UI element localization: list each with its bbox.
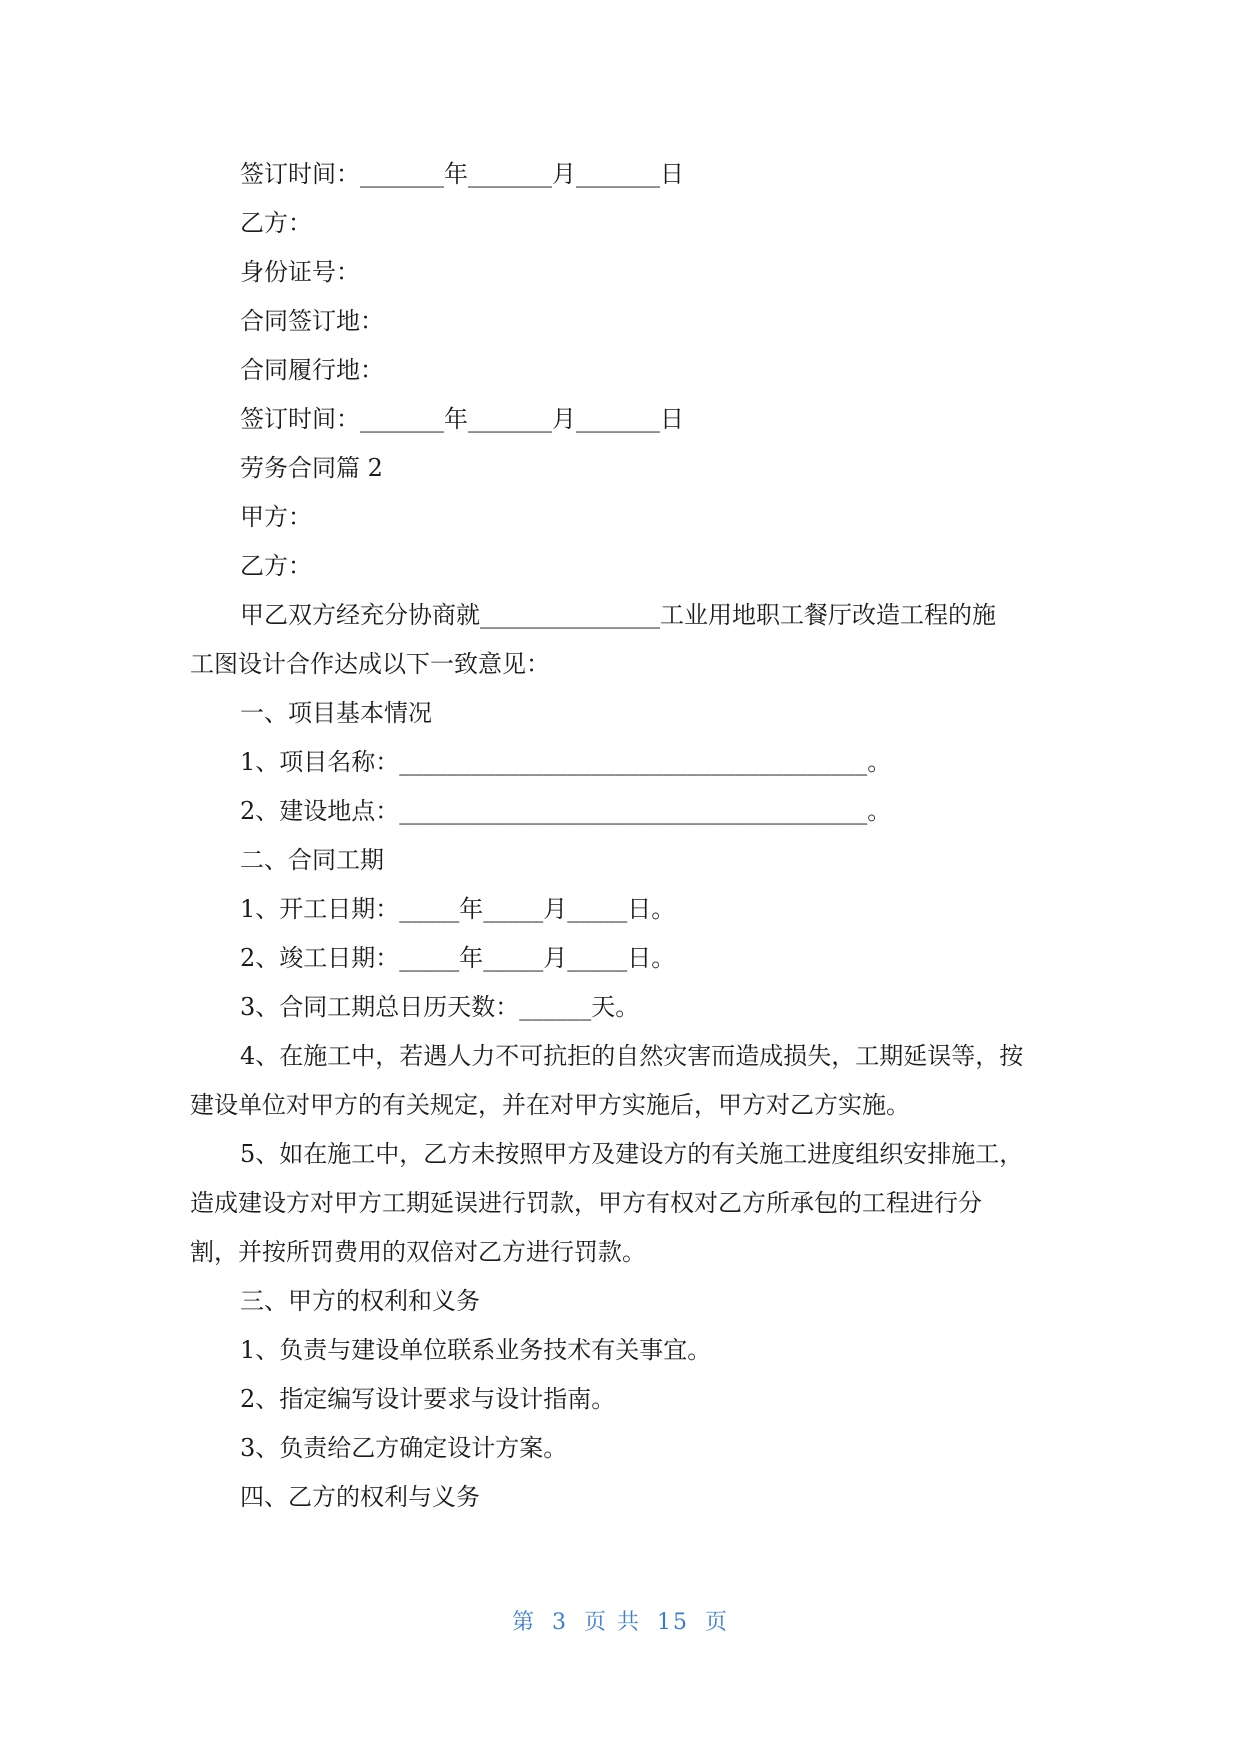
- footer-current-page: 3: [552, 1610, 568, 1635]
- heading-party-a-rights: 三、甲方的权利和义务: [240, 1287, 480, 1315]
- party-a-item-1: 1、负责与建设单位联系业务技术有关事宜。: [240, 1336, 712, 1364]
- intro-paragraph-line-2: 工图设计合作达成以下一致意见：: [190, 650, 550, 678]
- clause-5-line-3: 割，并按所罚费用的双倍对乙方进行罚款。: [190, 1238, 646, 1266]
- heading-party-b-rights: 四、乙方的权利与义务: [240, 1483, 480, 1511]
- total-days-field: 3、合同工期总日历天数：______天。: [240, 993, 640, 1021]
- contract-sign-place-label: 合同签订地：: [240, 307, 384, 335]
- party-a-item-3: 3、负责给乙方确定设计方案。: [240, 1434, 568, 1462]
- party-b-label: 乙方：: [240, 209, 312, 237]
- footer-total-pages: 15: [657, 1610, 689, 1635]
- footer-prefix: 第: [511, 1610, 536, 1635]
- completion-date-field: 2、竣工日期：_____年_____月_____日。: [240, 944, 676, 972]
- clause-5-line-2: 造成建设方对甲方工期延误进行罚款，甲方有权对乙方所承包的工程进行分: [190, 1189, 982, 1217]
- id-number-label: 身份证号：: [240, 258, 360, 286]
- intro-paragraph-line-1: 甲乙双方经充分协商就_______________工业用地职工餐厅改造工程的施: [240, 601, 996, 629]
- footer-middle: 页 共: [584, 1610, 641, 1635]
- section-title-contract-2: 劳务合同篇 2: [240, 454, 383, 482]
- page-footer: [0, 1605, 1241, 1636]
- document-body: [190, 150, 1070, 1522]
- party-a-label: 甲方：: [240, 503, 312, 531]
- footer-suffix: 页: [705, 1610, 730, 1635]
- heading-contract-period: 二、合同工期: [240, 846, 384, 874]
- start-date-field: 1、开工日期：_____年_____月_____日。: [240, 895, 676, 923]
- construction-location-field: 2、建设地点：_______________________________________。: [240, 797, 892, 825]
- party-a-item-2: 2、指定编写设计要求与设计指南。: [240, 1385, 616, 1413]
- contract-perform-place-label: 合同履行地：: [240, 356, 384, 384]
- sign-date-line-2: 签订时间：_______年_______月_______日: [240, 405, 684, 433]
- clause-4-line-1: 4、在施工中，若遇人力不可抗拒的自然灾害而造成损失，工期延误等，按: [240, 1042, 1024, 1070]
- clause-4-line-2: 建设单位对甲方的有关规定，并在对甲方实施后，甲方对乙方实施。: [190, 1091, 910, 1119]
- sign-date-line-1: 签订时间：_______年_______月_______日: [240, 160, 684, 188]
- clause-5-line-1: 5、如在施工中，乙方未按照甲方及建设方的有关施工进度组织安排施工，: [240, 1140, 1024, 1168]
- party-b-label-2: 乙方：: [240, 552, 312, 580]
- heading-project-basics: 一、项目基本情况: [240, 699, 432, 727]
- project-name-field: 1、项目名称：_______________________________________。: [240, 748, 892, 776]
